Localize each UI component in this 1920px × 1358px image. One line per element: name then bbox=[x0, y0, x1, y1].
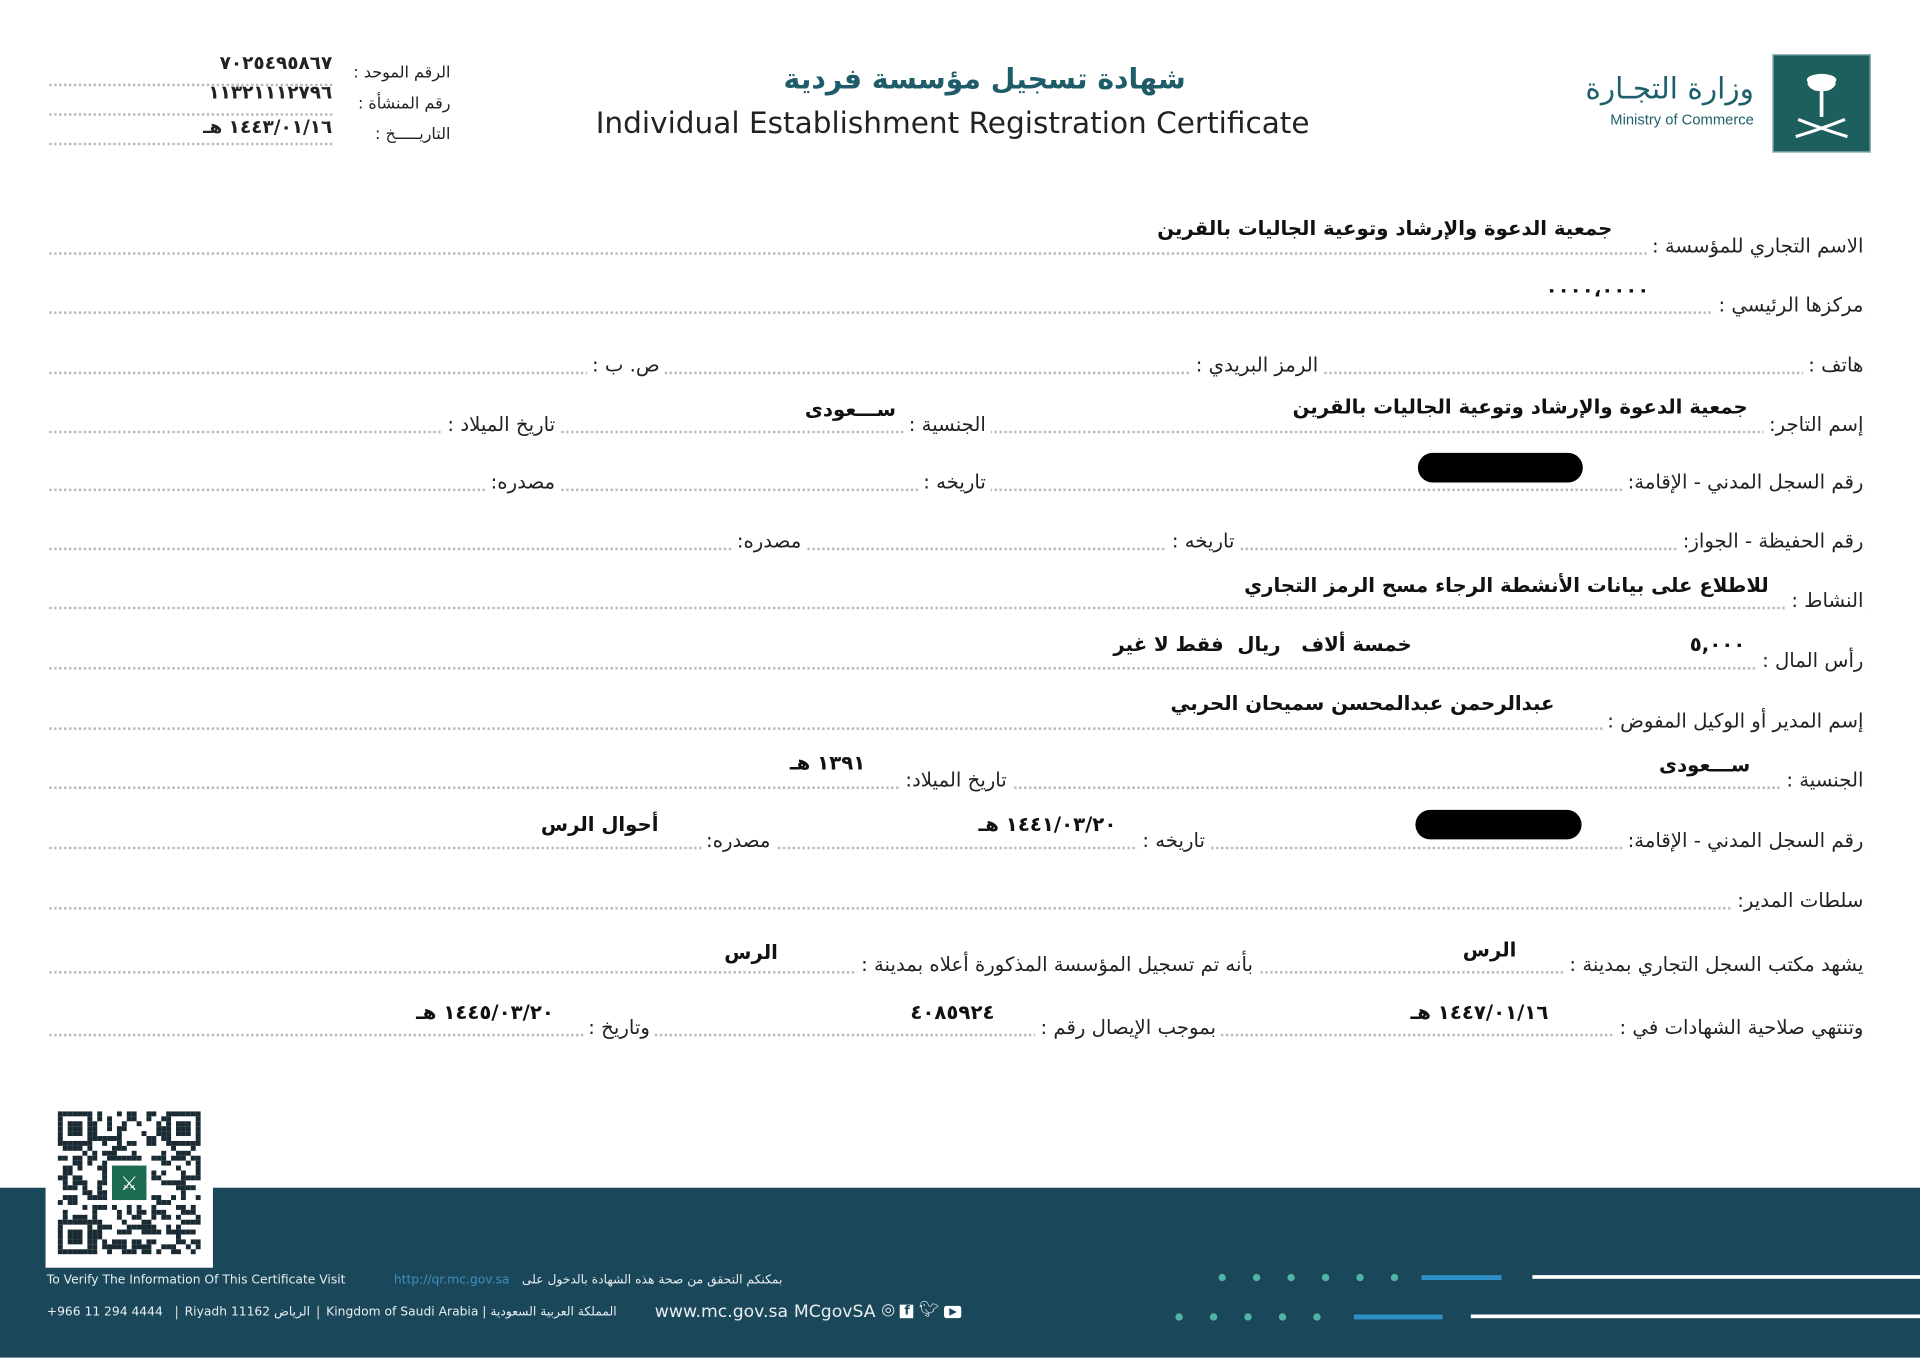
phone-label: هاتف : bbox=[1803, 353, 1868, 376]
title-english: Individual Establishment Registration Certificate bbox=[595, 105, 1310, 141]
manager-label: إسم المدير أو الوكيل المفوض : bbox=[1602, 709, 1868, 732]
redacted-manager-civil-number bbox=[1415, 810, 1581, 840]
office-label: يشهد مكتب السجل التجاري بمدينة : bbox=[1565, 953, 1869, 976]
manager-birth-date: ١٣٩١ هـ bbox=[789, 750, 866, 775]
capital-amount: ٥,٠٠٠ bbox=[1689, 632, 1746, 657]
decorative-dot bbox=[1391, 1274, 1398, 1281]
manager-civil-date-label: تاريخه : bbox=[1137, 828, 1209, 851]
footer-country: Kingdom of Saudi Arabia | المملكة العربية السعودية bbox=[318, 1306, 617, 1320]
receipt-date: ١٤٤٥/٠٣/٢٠ هـ bbox=[416, 1000, 554, 1025]
passport-date-label: تاريخه : bbox=[1167, 529, 1239, 552]
passport-label: رقم الحفيظة - الجواز: bbox=[1678, 529, 1869, 552]
unified-number-label: الرقم الموحد : bbox=[350, 64, 451, 82]
headquarters: ٠٠٠٠،٠٠٠٠ bbox=[1545, 278, 1650, 302]
decorative-dot bbox=[1218, 1274, 1225, 1281]
decorative-dot bbox=[1356, 1274, 1363, 1281]
nationality: ســـعودى bbox=[804, 397, 897, 421]
qr-code[interactable] bbox=[46, 1099, 213, 1268]
decorative-dot bbox=[1279, 1313, 1286, 1320]
manager-civil-date: ١٤٤١/٠٣/٢٠ هـ bbox=[978, 812, 1117, 836]
expiry-label: وتنتهي صلاحية الشهادات في : bbox=[1615, 1015, 1869, 1038]
social-icons bbox=[881, 1301, 961, 1319]
footer-handle: MCgovSA bbox=[793, 1302, 876, 1322]
manager-nationality-label: الجنسية : bbox=[1781, 768, 1868, 791]
manager-powers-label: سلطات المدير: bbox=[1732, 889, 1868, 912]
postal-code-label: الرمز البريدي : bbox=[1191, 353, 1323, 376]
footer-phone: +966 11 294 4444 bbox=[46, 1305, 163, 1320]
footer-band bbox=[0, 1188, 1920, 1358]
capital-words: خمسة ألاف ريال فقط لا غير bbox=[1113, 632, 1412, 657]
manager-civil-source-label: مصدره: bbox=[701, 828, 775, 851]
registered-city: الرس bbox=[724, 940, 778, 964]
decorative-dot bbox=[1253, 1274, 1260, 1281]
receipt-label: بموجب الإيصال رقم : bbox=[1036, 1015, 1221, 1038]
twitter-icon[interactable]: 🐦︎ bbox=[918, 1300, 940, 1320]
decorative-dot bbox=[1175, 1313, 1182, 1320]
birth-date-label: تاريخ الميلاد : bbox=[443, 412, 561, 435]
civil-date-label: تاريخه : bbox=[918, 470, 990, 493]
manager-nationality: ســـعودى bbox=[1659, 753, 1751, 777]
merchant-name-label: إسم التاجر: bbox=[1764, 412, 1868, 435]
activity-label: النشاط : bbox=[1786, 588, 1868, 611]
divider bbox=[49, 143, 332, 145]
decorative-dot bbox=[1313, 1313, 1320, 1320]
manager-birth-label: تاريخ الميلاد: bbox=[900, 768, 1011, 791]
manager-civil-source: أحوال الرس bbox=[540, 812, 659, 836]
decorative-dot bbox=[1287, 1274, 1294, 1281]
trade-name: جمعية الدعوة والإرشاد وتوعية الجاليات بالقرين bbox=[1157, 216, 1613, 241]
redacted-civil-number bbox=[1418, 453, 1583, 483]
receipt-number: ٤٠٨٥٩٢٤ bbox=[910, 1000, 995, 1025]
ministry-name-english: Ministry of Commerce bbox=[1610, 110, 1754, 129]
merchant-name: جمعية الدعوة والإرشاد وتوعية الجاليات بالقرين bbox=[1292, 395, 1748, 419]
establishment-number: ١١٣٢١١١٢٧٩٦ bbox=[208, 81, 333, 104]
trade-name-label: الاسم التجاري للمؤسسة : bbox=[1647, 234, 1868, 257]
ministry-logo bbox=[1772, 54, 1870, 152]
expiry-date: ١٤٤٧/٠١/١٦ هـ bbox=[1410, 1000, 1549, 1025]
office-city: الرس bbox=[1462, 937, 1517, 962]
verify-text-arabic: بمكنكم التحقق من صحة هذه الشهادة بالدخول على bbox=[521, 1273, 783, 1288]
activity: للاطلاع على بيانات الأنشطة الرجاء مسح الرمز التجاري bbox=[1244, 573, 1769, 597]
ministry-name-arabic: وزارة التجـارة bbox=[1585, 71, 1754, 106]
receipt-date-label: وتاريخ : bbox=[583, 1015, 654, 1038]
decorative-dot bbox=[1244, 1313, 1251, 1320]
passport-source-label: مصدره: bbox=[732, 529, 806, 552]
palm-swords-icon bbox=[1774, 55, 1870, 151]
decorative-line bbox=[1471, 1314, 1920, 1318]
youtube-icon[interactable]: ▶ bbox=[944, 1306, 961, 1318]
civil-source-label: مصدره: bbox=[486, 470, 560, 493]
decorative-bar bbox=[1422, 1275, 1502, 1280]
facebook-icon[interactable]: f bbox=[900, 1305, 914, 1319]
capital-label: رأس المال : bbox=[1757, 649, 1868, 672]
svg-text:⚔: ⚔ bbox=[120, 1172, 139, 1196]
decorative-bar bbox=[1354, 1314, 1443, 1319]
instagram-icon[interactable]: ◎ bbox=[881, 1300, 896, 1320]
manager-name: عبدالرحمن عبدالمحسن سميحان الحربي bbox=[1170, 691, 1555, 716]
decorative-line bbox=[1532, 1275, 1920, 1279]
decorative-dot bbox=[1210, 1313, 1217, 1320]
date-label: التاريـــــخ : bbox=[371, 126, 450, 144]
title-arabic: شهادة تسجيل مؤسسة فردية bbox=[783, 64, 1186, 97]
headquarters-label: مركزها الرئيسي : bbox=[1714, 293, 1869, 316]
footer-website[interactable]: www.mc.gov.sa bbox=[654, 1302, 789, 1322]
manager-civil-label: رقم السجل المدني - الإقامة: bbox=[1623, 828, 1869, 851]
certificate-date: ١٤٤٣/٠١/١٦ هـ bbox=[203, 115, 333, 138]
verify-text-english: To Verify The Information Of This Certificate Visit bbox=[46, 1273, 346, 1288]
unified-number: ٧٠٢٥٤٩٥٨٦٧ bbox=[219, 51, 333, 74]
verify-link[interactable]: http://qr.mc.gov.sa bbox=[393, 1273, 510, 1288]
po-box-label: ص. ب : bbox=[587, 353, 665, 376]
qr-code-icon bbox=[46, 1099, 213, 1268]
decorative-dot bbox=[1322, 1274, 1329, 1281]
establishment-number-label: رقم المنشأة : bbox=[354, 95, 450, 113]
civil-record-label: رقم السجل المدني - الإقامة: bbox=[1623, 470, 1869, 493]
nationality-label: الجنسية : bbox=[904, 412, 991, 435]
registered-city-label: بأنه تم تسجيل المؤسسة المذكورة أعلاه بمدينة : bbox=[856, 953, 1258, 976]
footer-city: Riyadh 11162 الرياض bbox=[176, 1306, 310, 1320]
